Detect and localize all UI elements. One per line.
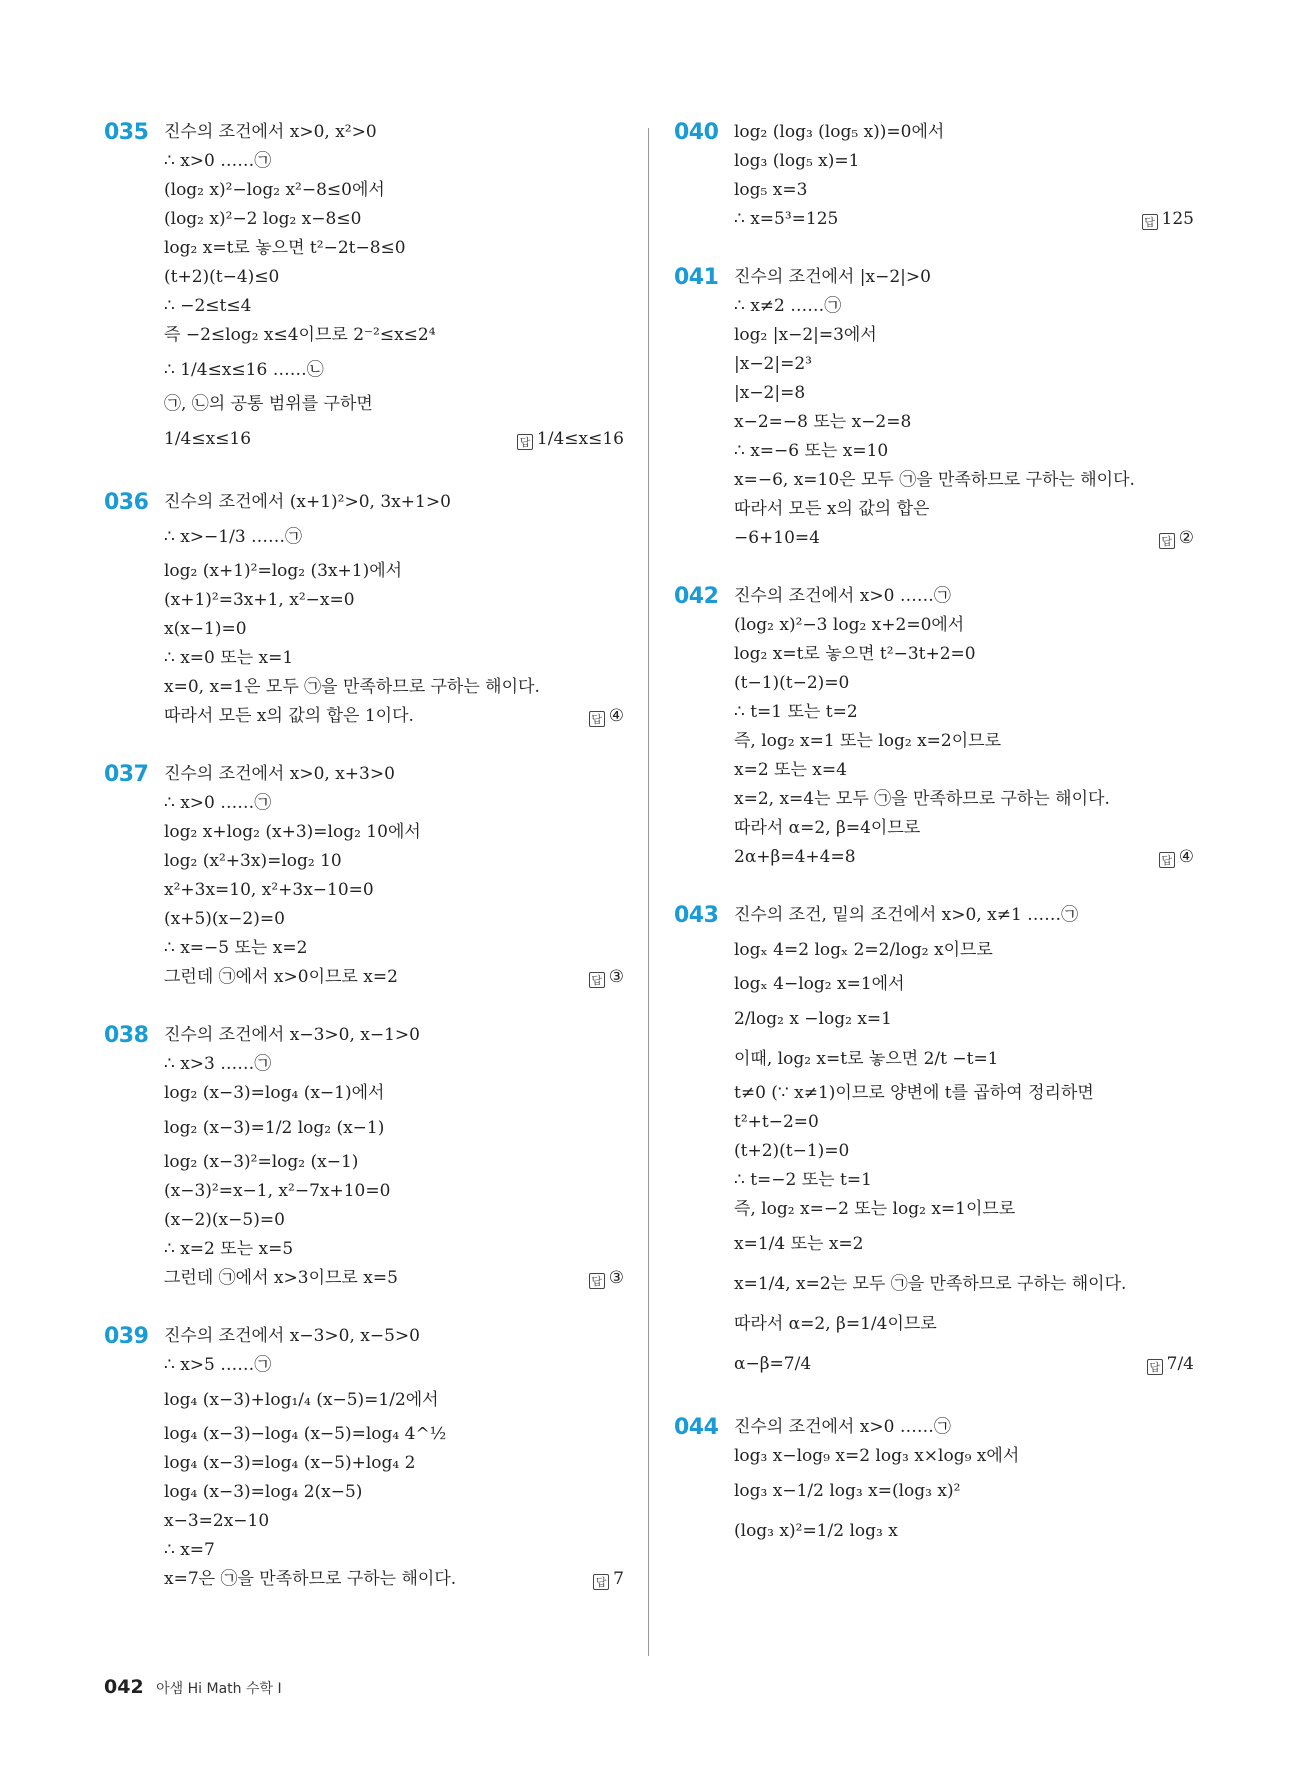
solution-line <box>164 1079 624 1108</box>
solution-text: 2α+β=4+4=8 <box>734 847 856 867</box>
solution-line <box>734 970 1194 999</box>
solution-line <box>164 1235 624 1264</box>
answer-value: 1/4≤x≤16 <box>536 429 624 449</box>
answer-icon: 답 <box>589 1273 605 1289</box>
solution-line <box>164 644 624 673</box>
solution-line <box>734 814 1194 843</box>
solution-lines <box>734 263 1194 553</box>
problem-038 <box>104 1021 624 1293</box>
solution-text: |x−2|=8 <box>734 383 806 403</box>
solution-line <box>734 1264 1194 1304</box>
solution-line <box>734 1039 1194 1079</box>
problem-number: 044 <box>674 1415 719 1440</box>
problem-040 <box>674 118 1194 234</box>
answer <box>589 1264 624 1293</box>
solution-lines <box>164 1021 624 1293</box>
solution-line <box>164 673 624 702</box>
solution-line <box>164 1351 624 1380</box>
solution-text: ∴ x>3 ……㉠ <box>164 1054 272 1074</box>
solution-line <box>734 999 1194 1039</box>
solution-line <box>164 1322 624 1351</box>
problem-042 <box>674 582 1194 872</box>
solution-line <box>734 495 1194 524</box>
solution-line <box>164 118 624 147</box>
problem-number: 036 <box>104 490 149 515</box>
solution-line <box>734 611 1194 640</box>
solution-text: 진수의 조건에서 x−3>0, x−5>0 <box>164 1326 420 1346</box>
solution-text: ∴ x=−5 또는 x=2 <box>164 938 308 958</box>
problem-number: 040 <box>674 120 719 145</box>
solution-text: 진수의 조건에서 x>0, x²>0 <box>164 122 377 142</box>
solution-line <box>734 292 1194 321</box>
answer <box>517 419 624 459</box>
answer <box>1147 1344 1194 1384</box>
solution-line <box>734 524 1194 553</box>
solution-line <box>164 1565 624 1594</box>
solution-line <box>164 147 624 176</box>
problem-number: 041 <box>674 265 719 290</box>
problem-number: 039 <box>104 1324 149 1349</box>
solution-line <box>734 727 1194 756</box>
answer <box>593 1565 624 1594</box>
solution-line <box>164 1206 624 1235</box>
solution-text: log₂ (x−3)=1/2 log₂ (x−1) <box>164 1118 385 1138</box>
solution-text: ∴ −2≤t≤4 <box>164 296 252 316</box>
solution-text: ∴ x=0 또는 x=1 <box>164 648 294 668</box>
solution-text: 진수의 조건에서 x>0 ……㉠ <box>734 1417 951 1437</box>
solution-text: 따라서 모든 x의 값의 합은 1이다. <box>164 706 414 726</box>
solution-text: 진수의 조건에서 x>0 ……㉠ <box>734 586 951 606</box>
solution-text: α−β=7/4 <box>734 1354 812 1374</box>
solution-line <box>734 205 1194 234</box>
answer-value: ② <box>1178 528 1194 548</box>
solution-line <box>734 408 1194 437</box>
solution-text: log₃ (log₅ x)=1 <box>734 151 860 171</box>
column-divider <box>648 128 649 1656</box>
solution-text: log₂ (x−3)²=log₂ (x−1) <box>164 1152 359 1172</box>
solution-text: logₓ 4=2 logₓ 2=2/log₂ x이므로 <box>734 940 993 960</box>
solution-text: log₄ (x−3)−log₄ (x−5)=log₄ 4^½ <box>164 1424 447 1444</box>
solution-line <box>164 176 624 205</box>
page-number: 042 <box>104 1676 144 1698</box>
solution-text: 즉, log₂ x=1 또는 log₂ x=2이므로 <box>734 731 1001 751</box>
solution-line <box>164 1050 624 1079</box>
solution-line <box>164 517 624 557</box>
solution-line <box>734 321 1194 350</box>
solution-line <box>164 789 624 818</box>
problem-number: 038 <box>104 1023 149 1048</box>
solution-text: ∴ x≠2 ……㉠ <box>734 296 842 316</box>
solution-text: 따라서 α=2, β=4이므로 <box>734 818 921 838</box>
answer-value: ③ <box>608 1268 624 1288</box>
solution-line <box>164 1108 624 1148</box>
answer <box>589 702 624 731</box>
solution-text: (t+2)(t−4)≤0 <box>164 267 280 287</box>
solution-text: x(x−1)=0 <box>164 619 247 639</box>
solution-text: log₃ x−1/2 log₃ x=(log₃ x)² <box>734 1481 961 1501</box>
solution-text: log₄ (x−3)=log₄ 2(x−5) <box>164 1482 363 1502</box>
solution-line <box>734 147 1194 176</box>
solution-line <box>164 615 624 644</box>
solution-line <box>734 669 1194 698</box>
solution-line <box>164 321 624 350</box>
book-title: 아샘 Hi Math 수학 I <box>156 1681 282 1697</box>
solution-line <box>164 205 624 234</box>
solution-text: 즉, log₂ x=−2 또는 log₂ x=1이므로 <box>734 1199 1016 1219</box>
answer-icon: 답 <box>1159 852 1175 868</box>
solution-text: ∴ x=7 <box>164 1540 215 1560</box>
solution-text: 따라서 모든 x의 값의 합은 <box>734 499 930 519</box>
solution-text: ∴ t=−2 또는 t=1 <box>734 1170 872 1190</box>
solution-line <box>734 1195 1194 1224</box>
problem-039 <box>104 1322 624 1594</box>
solution-text: (x−2)(x−5)=0 <box>164 1210 285 1230</box>
solution-text: (t−1)(t−2)=0 <box>734 673 850 693</box>
solution-text: 진수의 조건에서 x−3>0, x−1>0 <box>164 1025 420 1045</box>
solution-line <box>734 1166 1194 1195</box>
answer <box>1159 843 1194 872</box>
problem-043 <box>674 901 1194 1384</box>
solution-text: t≠0 (∵ x≠1)이므로 양변에 t를 곱하여 정리하면 <box>734 1083 1094 1103</box>
solution-line <box>734 466 1194 495</box>
solution-text: log₃ x−log₉ x=2 log₃ x×log₉ x에서 <box>734 1446 1020 1466</box>
solution-line <box>734 1442 1194 1471</box>
solution-line <box>734 1079 1194 1108</box>
solution-text: 진수의 조건에서 |x−2|>0 <box>734 267 931 287</box>
solution-text: ㉠, ㉡의 공통 범위를 구하면 <box>164 394 373 414</box>
solution-line <box>164 350 624 390</box>
solution-line <box>164 419 624 459</box>
solution-text: ∴ x>5 ……㉠ <box>164 1355 272 1375</box>
solution-line <box>164 488 624 517</box>
solution-text: x=1/4, x=2는 모두 ㉠을 만족하므로 구하는 해이다. <box>734 1274 1127 1294</box>
left-column <box>104 118 624 1623</box>
solution-text: log₄ (x−3)+log₁/₄ (x−5)=1/2에서 <box>164 1390 439 1410</box>
solution-text: |x−2|=2³ <box>734 354 812 374</box>
solution-text: (x+5)(x−2)=0 <box>164 909 285 929</box>
solution-line <box>734 1304 1194 1344</box>
page-footer <box>104 1676 282 1698</box>
answer <box>1142 205 1194 234</box>
solution-text: 이때, log₂ x=t로 놓으면 2/t −t=1 <box>734 1049 999 1069</box>
solution-text: 그런데 ㉠에서 x>3이므로 x=5 <box>164 1268 398 1288</box>
solution-text: x=0, x=1은 모두 ㉠을 만족하므로 구하는 해이다. <box>164 677 540 697</box>
solution-text: −6+10=4 <box>734 528 820 548</box>
solution-text: 진수의 조건에서 x>0, x+3>0 <box>164 764 395 784</box>
solution-line <box>164 905 624 934</box>
solution-line <box>164 1449 624 1478</box>
solution-text: log₂ x=t로 놓으면 t²−3t+2=0 <box>734 644 976 664</box>
solution-text: x=7은 ㉠을 만족하므로 구하는 해이다. <box>164 1569 457 1589</box>
solution-text: 따라서 α=2, β=1/4이므로 <box>734 1314 937 1334</box>
solution-line <box>734 118 1194 147</box>
solution-text: log₂ (x−3)=log₄ (x−1)에서 <box>164 1083 385 1103</box>
solution-text: x−3=2x−10 <box>164 1511 270 1531</box>
solution-text: log₅ x=3 <box>734 180 808 200</box>
solution-line <box>164 234 624 263</box>
answer-value: 125 <box>1161 209 1194 229</box>
solution-line <box>164 1177 624 1206</box>
problem-035 <box>104 118 624 459</box>
answer-icon: 답 <box>589 711 605 727</box>
solution-line <box>164 1380 624 1420</box>
answer-icon: 답 <box>593 1574 609 1590</box>
solution-line <box>734 1344 1194 1384</box>
solution-line <box>734 843 1194 872</box>
solution-text: (x+1)²=3x+1, x²−x=0 <box>164 590 355 610</box>
solution-text: ∴ t=1 또는 t=2 <box>734 702 858 722</box>
problem-037 <box>104 760 624 992</box>
solution-text: x=2 또는 x=4 <box>734 760 847 780</box>
solution-text: (log₂ x)²−log₂ x²−8≤0에서 <box>164 180 385 200</box>
solution-text: (t+2)(t−1)=0 <box>734 1141 850 1161</box>
solution-line <box>734 756 1194 785</box>
solution-text: (log₃ x)²=1/2 log₃ x <box>734 1521 898 1541</box>
solution-lines <box>734 901 1194 1384</box>
answer <box>589 963 624 992</box>
solution-line <box>734 263 1194 292</box>
solution-line <box>734 698 1194 727</box>
solution-text: x−2=−8 또는 x−2=8 <box>734 412 912 432</box>
solution-line <box>164 1021 624 1050</box>
solution-text: log₂ (x²+3x)=log₂ 10 <box>164 851 342 871</box>
solution-line <box>164 818 624 847</box>
solution-line <box>164 586 624 615</box>
solution-line <box>164 390 624 419</box>
solution-text: 1/4≤x≤16 <box>164 429 252 449</box>
answer-icon: 답 <box>1147 1359 1163 1375</box>
solution-lines <box>164 118 624 459</box>
solution-line <box>734 1108 1194 1137</box>
solution-text: x=−6, x=10은 모두 ㉠을 만족하므로 구하는 해이다. <box>734 470 1135 490</box>
problem-041 <box>674 263 1194 553</box>
solution-text: 즉 −2≤log₂ x≤4이므로 2⁻²≤x≤2⁴ <box>164 325 436 345</box>
problem-044 <box>674 1413 1194 1551</box>
solution-line <box>164 1148 624 1177</box>
solution-line <box>164 292 624 321</box>
solution-text: (log₂ x)²−3 log₂ x+2=0에서 <box>734 615 965 635</box>
solution-text: log₂ (x+1)²=log₂ (3x+1)에서 <box>164 561 403 581</box>
solution-text: x²+3x=10, x²+3x−10=0 <box>164 880 374 900</box>
solution-lines <box>734 118 1194 234</box>
solution-line <box>164 702 624 731</box>
answer-value: ④ <box>608 706 624 726</box>
solution-line <box>164 557 624 586</box>
solution-line <box>164 263 624 292</box>
solution-text: log₂ |x−2|=3에서 <box>734 325 877 345</box>
solution-line <box>734 640 1194 669</box>
solution-line <box>164 847 624 876</box>
solution-line <box>164 934 624 963</box>
solution-line <box>734 1511 1194 1551</box>
solution-text: log₂ x+log₂ (x+3)=log₂ 10에서 <box>164 822 421 842</box>
problem-number: 043 <box>674 903 719 928</box>
solution-text: t²+t−2=0 <box>734 1112 819 1132</box>
solution-line <box>734 437 1194 466</box>
solution-text: ∴ x=5³=125 <box>734 209 839 229</box>
solution-lines <box>164 1322 624 1594</box>
solution-line <box>164 1536 624 1565</box>
answer-icon: 답 <box>1159 533 1175 549</box>
answer-icon: 답 <box>517 434 533 450</box>
solution-lines <box>734 582 1194 872</box>
solution-line <box>734 1471 1194 1511</box>
solution-text: ∴ x>0 ……㉠ <box>164 151 272 171</box>
solution-text: ∴ x=−6 또는 x=10 <box>734 441 889 461</box>
solution-text: 진수의 조건에서 (x+1)²>0, 3x+1>0 <box>164 492 451 512</box>
answer-value: 7/4 <box>1166 1354 1194 1374</box>
solution-text: 그런데 ㉠에서 x>0이므로 x=2 <box>164 967 398 987</box>
solution-text: x=2, x=4는 모두 ㉠을 만족하므로 구하는 해이다. <box>734 789 1110 809</box>
solution-line <box>734 176 1194 205</box>
solution-text: ∴ 1/4≤x≤16 ……㉡ <box>164 360 324 380</box>
solution-lines <box>734 1413 1194 1551</box>
solution-text: log₂ (log₃ (log₅ x))=0에서 <box>734 122 945 142</box>
solution-text: 2/log₂ x −log₂ x=1 <box>734 1009 892 1029</box>
solution-line <box>734 1413 1194 1442</box>
solution-line <box>164 1264 624 1293</box>
solution-text: x=1/4 또는 x=2 <box>734 1234 864 1254</box>
problem-number: 035 <box>104 120 149 145</box>
solution-line <box>734 1224 1194 1264</box>
solution-line <box>164 1420 624 1449</box>
solution-text: ∴ x=2 또는 x=5 <box>164 1239 294 1259</box>
solution-text: log₂ x=t로 놓으면 t²−2t−8≤0 <box>164 238 406 258</box>
solution-text: logₓ 4−log₂ x=1에서 <box>734 974 905 994</box>
answer-icon: 답 <box>589 972 605 988</box>
problem-036 <box>104 488 624 731</box>
solution-text: 진수의 조건, 밑의 조건에서 x>0, x≠1 ……㉠ <box>734 905 1079 925</box>
solution-lines <box>164 760 624 992</box>
solution-line <box>164 963 624 992</box>
solution-line <box>734 901 1194 930</box>
solution-line <box>734 930 1194 970</box>
solution-text: (x−3)²=x−1, x²−7x+10=0 <box>164 1181 391 1201</box>
answer-icon: 답 <box>1142 214 1158 230</box>
solution-line <box>164 1507 624 1536</box>
solution-line <box>734 379 1194 408</box>
solution-line <box>164 1478 624 1507</box>
solution-line <box>164 760 624 789</box>
solution-text: (log₂ x)²−2 log₂ x−8≤0 <box>164 209 362 229</box>
solution-lines <box>164 488 624 731</box>
problem-number: 042 <box>674 584 719 609</box>
answer-value: ④ <box>1178 847 1194 867</box>
solution-line <box>734 1137 1194 1166</box>
solution-line <box>734 582 1194 611</box>
solution-line <box>734 350 1194 379</box>
problem-number: 037 <box>104 762 149 787</box>
answer-value: 7 <box>613 1569 624 1589</box>
solution-text: log₄ (x−3)=log₄ (x−5)+log₄ 2 <box>164 1453 416 1473</box>
solution-text: ∴ x>−1/3 ……㉠ <box>164 527 303 547</box>
right-column <box>674 118 1194 1580</box>
answer-value: ③ <box>608 967 624 987</box>
solution-text: ∴ x>0 ……㉠ <box>164 793 272 813</box>
solution-line <box>164 876 624 905</box>
answer <box>1159 524 1194 553</box>
solution-line <box>734 785 1194 814</box>
